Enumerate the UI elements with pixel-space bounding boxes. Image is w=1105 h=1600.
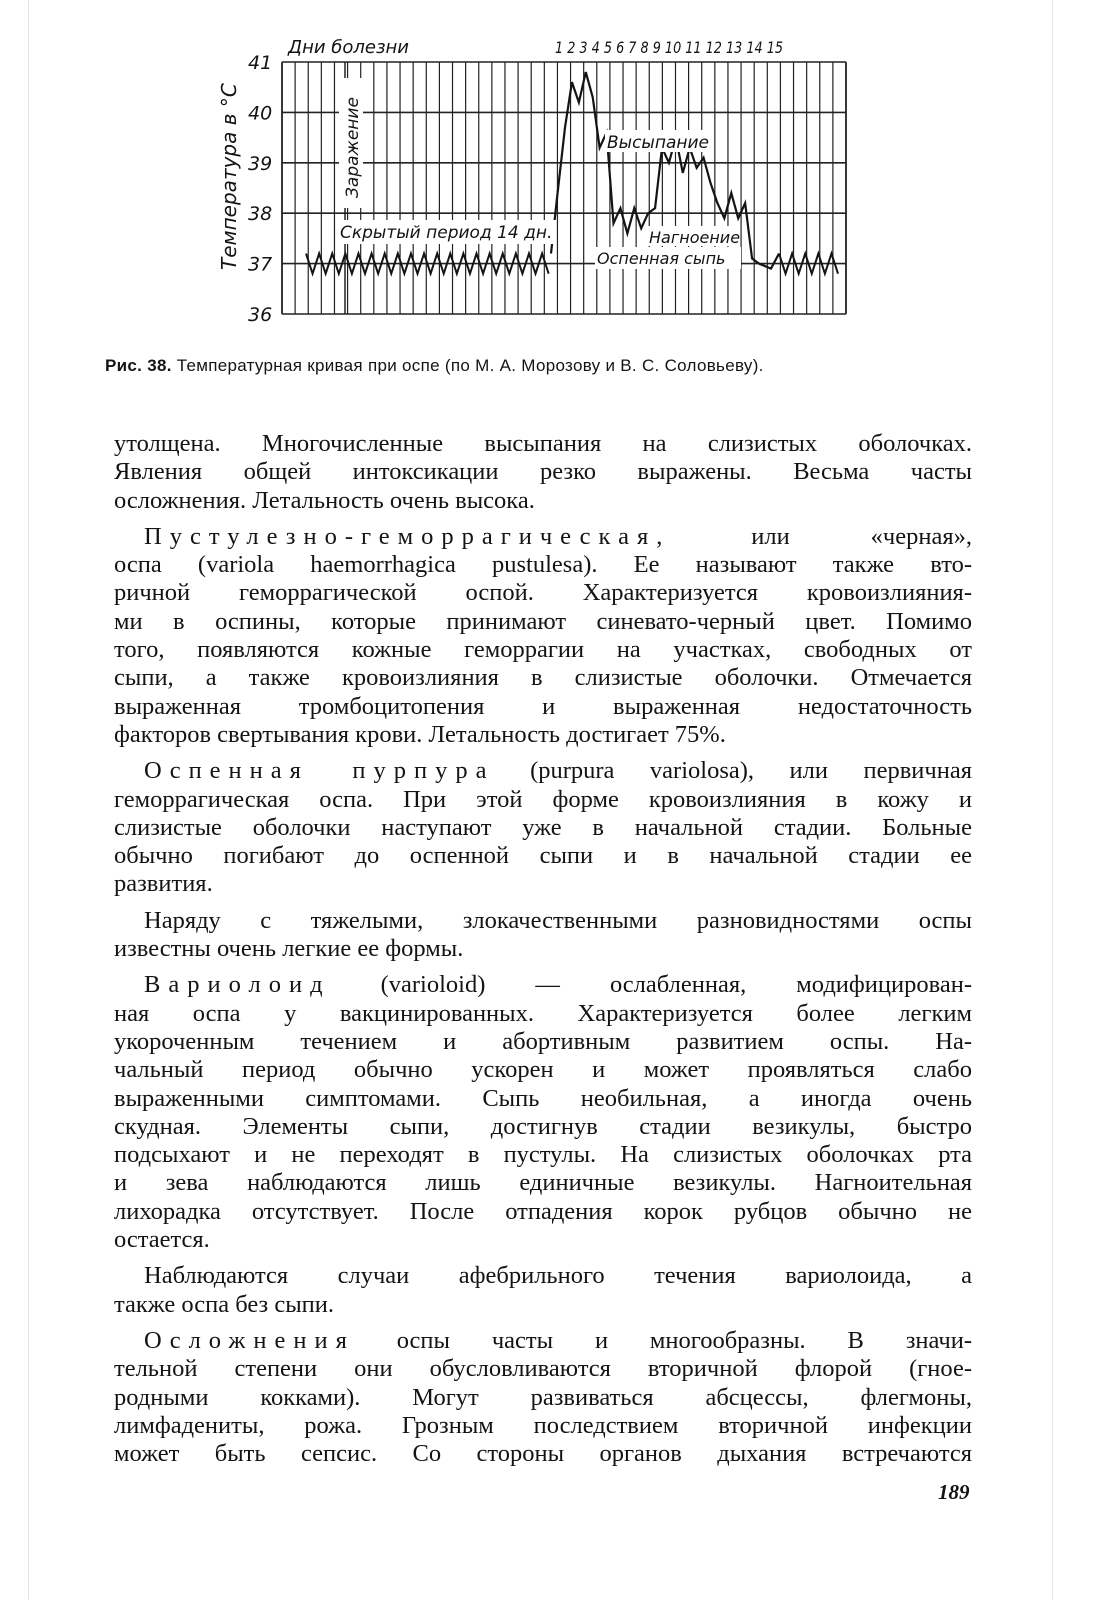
y-tick-label: 39 [248, 152, 273, 175]
text-span: (varioloid) — ослабленная, модифицирован- [330, 971, 972, 999]
y-tick-label: 37 [248, 253, 273, 276]
text-line: остается. [114, 1226, 210, 1254]
y-tick-label: 40 [248, 102, 273, 125]
text-line: того, появляются кожные геморрагии на участках, свободных от [114, 636, 972, 664]
text-line: ми в оспины, которые принимают синевато-черный цвет. Помимо [114, 607, 972, 635]
page-number: 189 [938, 1480, 970, 1504]
text-line: оспа (variola haemorrhagica pustulesa). Ее называют также вто- [114, 551, 972, 579]
page-edge-left [28, 0, 29, 1600]
text-line: укороченным течением и абортивным развитием оспы. На- [114, 1027, 972, 1055]
text-line: может быть сепсис. Со стороны органов дыхания встречаются [114, 1440, 972, 1468]
text-line: ричной геморрагической оспой. Характеризуется кровоизлияния- [114, 579, 972, 607]
latent-zigzag-line [306, 254, 549, 274]
text-line: выраженными симптомами. Сыпь необильная, а иногда очень [114, 1084, 972, 1112]
y-tick-label: 36 [248, 304, 273, 326]
caption-label: Рис. 38. [105, 356, 172, 375]
text-line: ная оспа у вакцинированных. Характеризуется более легким [114, 999, 972, 1027]
text-line: лимфадениты, рожа. Грозным последствием вторичной инфекции [114, 1411, 972, 1439]
convalescent-zigzag-line [779, 254, 838, 274]
term-variola-purpura: Оспенная пурпура [144, 757, 495, 785]
y-tick-label: 41 [248, 52, 273, 74]
figure-caption [105, 356, 1005, 376]
text-line [114, 1327, 972, 1355]
text-line: и зева наблюдаются лишь единичные везикулы. Нагноительная [114, 1169, 972, 1197]
text-line: Явления общей интоксикации резко выражены. Весьма часты [114, 458, 972, 486]
body-text [114, 430, 972, 1468]
text-line: тельной степени они обусловливаются вторичной флорой (гное- [114, 1355, 972, 1383]
latent-period-label: Скрытый период 14 дн. [340, 223, 553, 243]
term-pustular-hemorrhagic: Пустулезно-геморрагическая, [144, 522, 671, 550]
page-edge-right [1052, 0, 1053, 1600]
term-complications: Осложнения [144, 1326, 355, 1354]
text-line: обычно погибают до оспенной сыпи и в начальной стадии ее [114, 842, 972, 870]
text-line: геморрагическая оспа. При этой форме кровоизлияния в кожу и [114, 785, 972, 813]
smallpox-rash-label: Оспенная сыпь [597, 249, 726, 268]
text-line: слизистые оболочки наступают уже в начальной стадии. Больные [114, 813, 972, 841]
text-span: (purpura variolosa), или первичная [494, 757, 972, 785]
text-line [114, 757, 972, 785]
text-line: скудная. Элементы сыпи, достигнув стадии везикулы, быстро [114, 1112, 972, 1140]
text-line: факторов свертывания крови. Летальность достигает 75%. [114, 720, 726, 748]
text-span: оспы часты и многообразны. В значи- [354, 1326, 972, 1354]
caption-text: Температурная кривая при оспе (по М. А. Морозову и В. С. Соловьеву). [176, 356, 764, 375]
rash-label: Высыпание [607, 133, 710, 153]
infection-label: Заражение [343, 97, 363, 198]
chart-grid [282, 62, 846, 314]
text-line: Наблюдаются случаи афебрильного течения вариолоида, а [144, 1262, 972, 1290]
text-line: подсыхают и не переходят в пустулы. На слизистых оболочках рта [114, 1141, 972, 1169]
day-numbers: 1 2 3 4 5 6 7 8 9 10 11 12 13 14 15 [555, 38, 783, 57]
term-varioloid: Вариолоид [144, 971, 331, 999]
suppuration-label: Нагноение [649, 228, 741, 247]
text-line: лихорадка отсутствует. После отпадения корок рубцов обычно не [114, 1197, 972, 1225]
text-line [114, 971, 972, 999]
text-line: также оспа без сыпи. [114, 1290, 335, 1318]
text-line: развития. [114, 870, 213, 898]
text-line: родными кокками). Могут развиваться абсцессы, флегмоны, [114, 1383, 972, 1411]
text-line [114, 523, 972, 551]
chart-svg [200, 30, 880, 340]
text-line: утолщена. Многочисленные высыпания на слизистых оболочках. [114, 430, 972, 457]
text-line: известны очень легкие ее формы. [114, 935, 464, 963]
y-tick-label: 38 [248, 203, 273, 226]
y-axis-ticks [248, 52, 272, 326]
x-axis-label: Дни болезни [288, 37, 409, 58]
text-line: Наряду с тяжелыми, злокачественными разновидностями оспы [144, 906, 972, 934]
text-line: осложнения. Летальность очень высока. [114, 486, 535, 514]
text-span: или «черная», [670, 522, 972, 550]
y-axis-label: Температура в °С [217, 83, 241, 270]
text-line: сыпи, а также кровоизлияния в слизистые оболочки. Отмечается [114, 664, 972, 692]
text-line: чальный период обычно ускорен и может проявляться слабо [114, 1056, 972, 1084]
text-line: выраженная тромбоцитопения и выраженная недостаточность [114, 692, 972, 720]
temperature-chart [200, 30, 880, 340]
